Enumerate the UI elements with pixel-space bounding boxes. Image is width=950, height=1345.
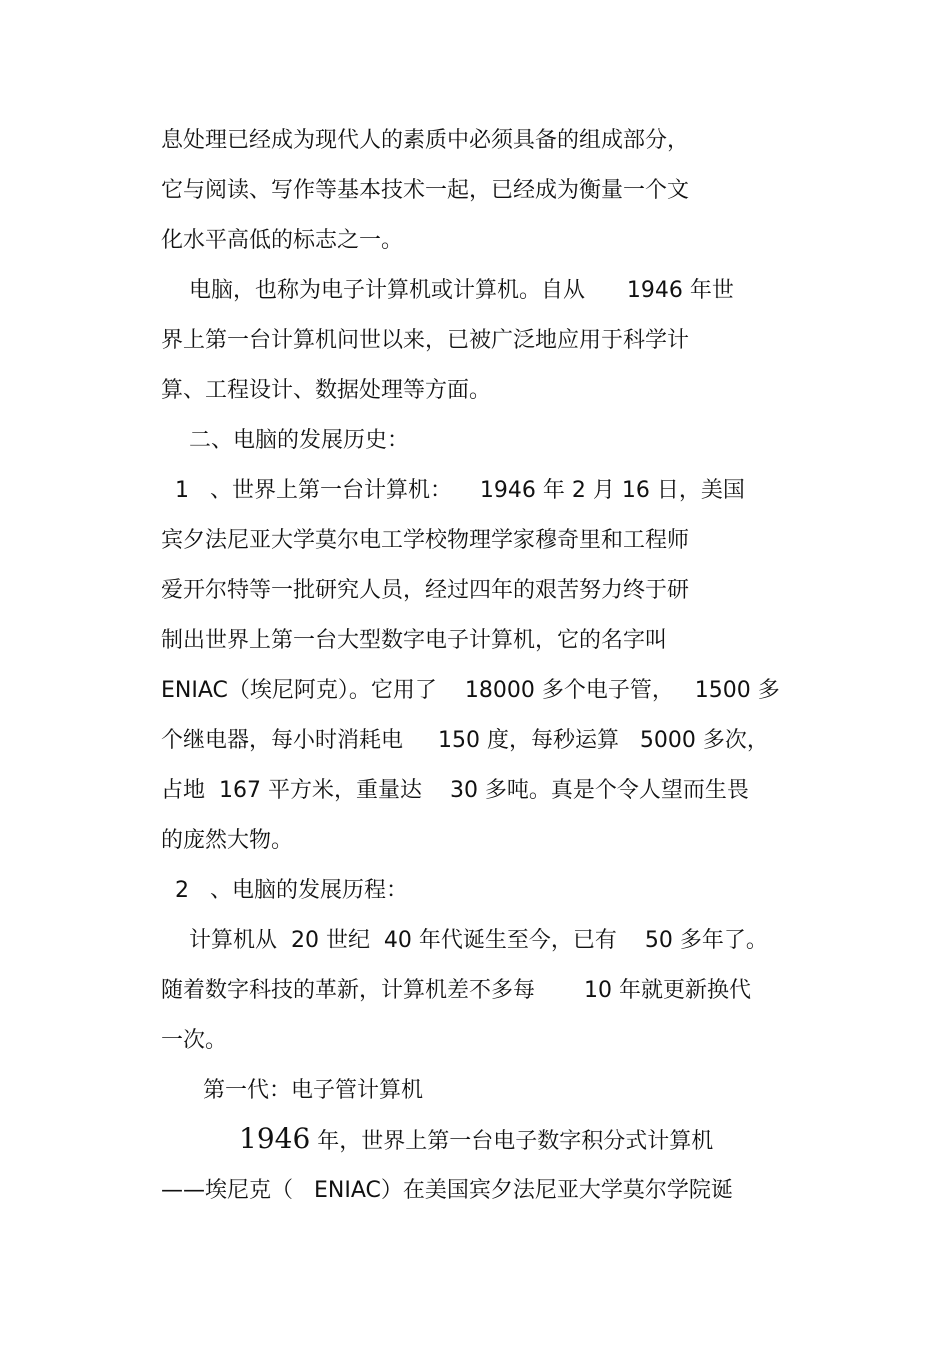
text-line: 一次。 [161,1028,228,1053]
text-line: 算、工程设计、数据处理等方面。 [161,378,492,403]
text-line [239,1124,713,1157]
subsection-heading: 1 、世界上第一台计算机： 1946 年 2 月 16 日，美国 [161,478,745,503]
text-line: 爱开尔特等一批研究人员，经过四年的艰苦努力终于研 [161,578,690,603]
year-text: 1946 [239,1122,311,1155]
section-heading: 二、电脑的发展历史： [161,428,409,453]
subsection-heading: 2 、电脑的发展历程： [161,878,408,903]
text-line: 界上第一台计算机问世以来，已被广泛地应用于科学计 [161,328,690,353]
text-line: 化水平高低的标志之一。 [161,228,404,253]
text-line: 个继电器，每小时消耗电 150 度，每秒运算 5000 多次， [161,728,769,753]
generation-heading: 第一代：电子管计算机 [161,1078,423,1103]
text-line: 电脑，也称为电子计算机或计算机。自从 1946 年世 [161,278,734,303]
text-line: 宾夕法尼亚大学莫尔电工学校物理学家穆奇里和工程师 [161,528,690,553]
text-line: ——埃尼克（ ENIAC）在美国宾夕法尼亚大学莫尔学院诞 [161,1178,733,1203]
text-line-rest: 年，世界上第一台电子数字积分式计算机 [310,1129,714,1154]
text-line: 占地 167 平方米，重量达 30 多吨。真是个令人望而生畏 [161,778,749,803]
text-line: 制出世界上第一台大型数字电子计算机，它的名字叫 [161,628,668,653]
text-line: 息处理已经成为现代人的素质中必须具备的组成部分， [161,128,690,153]
text-line: 它与阅读、写作等基本技术一起，已经成为衡量一个文 [161,178,690,203]
text-line: ENIAC（埃尼阿克）。它用了 18000 多个电子管， 1500 多 [161,678,780,703]
text-line: 随着数字科技的革新，计算机差不多每 10 年就更新换代 [161,978,751,1003]
text-line: 的庞然大物。 [161,828,294,853]
text-line: 计算机从 20 世纪 40 年代诞生至今，已有 50 多年了。 [161,928,768,953]
